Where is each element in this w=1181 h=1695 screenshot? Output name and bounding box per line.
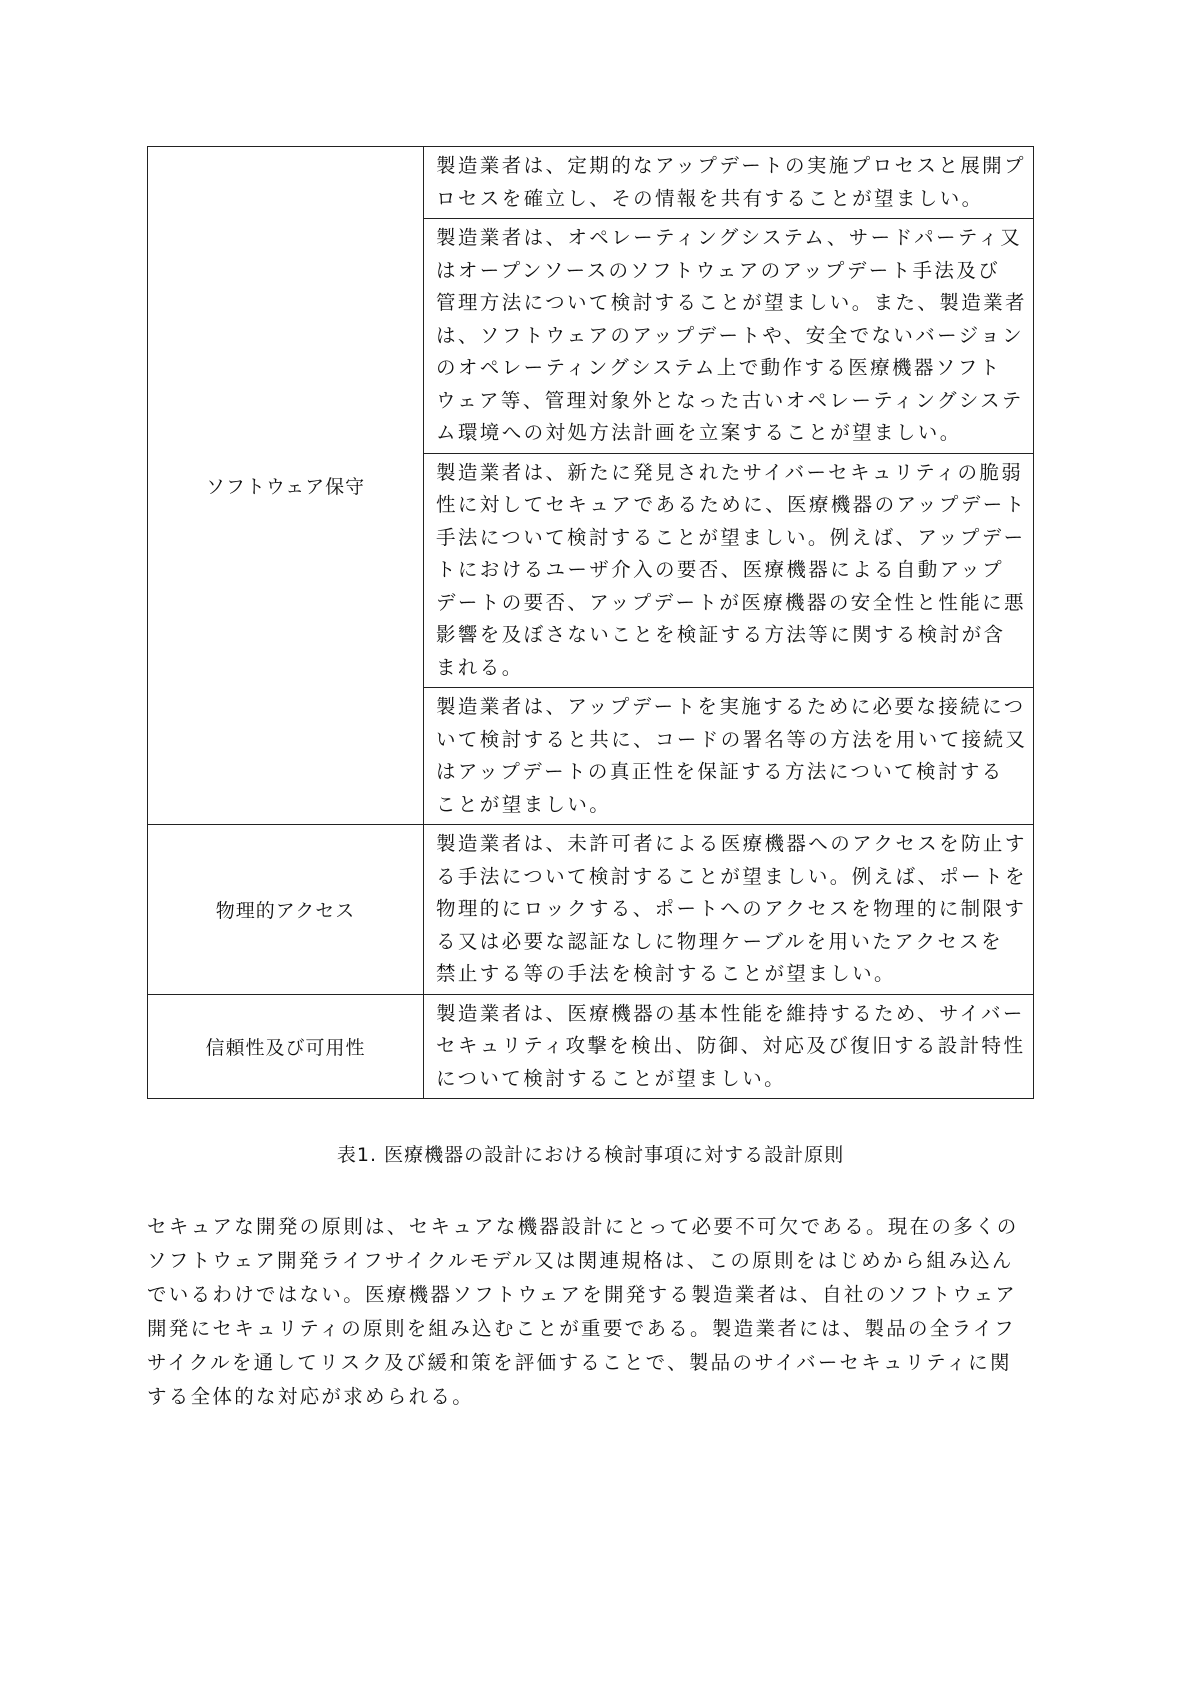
requirement-line: 製造業者は、オペレーティングシステム、サードパーティ又 [436, 226, 1023, 249]
requirement-line: る手法について検討することが望ましい。例えば、ポートを [436, 864, 1027, 888]
requirement-line: ことが望ましい。 [436, 792, 612, 816]
requirement-line: トにおけるユーザ介入の要否、医療機器による自動アップ [436, 558, 1005, 581]
paragraph-line: サイクルを通してリスク及び緩和策を評価することで、製品のサイバーセキュリティに関 [147, 1351, 1012, 1374]
design-principles-table [147, 146, 1034, 1099]
requirement-line: 手法について検討することが望ましい。例えば、アップデー [436, 525, 1026, 549]
requirement-cell [424, 453, 1034, 688]
requirement-line: ロセスを確立し、その情報を共有することが望ましい。 [436, 186, 984, 210]
requirement-line: セキュリティ攻撃を検出、防御、対応及び復旧する設計特性 [436, 1034, 1026, 1057]
requirement-cell [424, 219, 1034, 454]
paragraph-line: でいるわけではない。医療機器ソフトウェアを開発する製造業者は、自社のソフトウェア [147, 1283, 1018, 1306]
requirement-line: まれる。 [436, 655, 524, 679]
requirement-line: 製造業者は、アップデートを実施するために必要な接続につ [436, 695, 1026, 718]
table-row [148, 994, 1034, 1099]
requirement-line: について検討することが望ましい。 [436, 1066, 787, 1090]
requirement-cell [424, 147, 1034, 219]
requirement-line: のオペレーティングシステム上で動作する医療機器ソフト [436, 356, 1002, 379]
requirement-line: 性に対してセキュアであるために、医療機器のアップデート [436, 493, 1027, 516]
requirement-line: ウェア等、管理対象外となった古いオペレーティングシステ [436, 388, 1024, 412]
requirement-cell [424, 825, 1034, 995]
table-caption: 表1. 医療機器の設計における検討事項に対する設計原則 [336, 1144, 845, 1166]
table-row [148, 147, 1034, 219]
category-cell: ソフトウェア保守 [148, 147, 424, 825]
paragraph-line: 開発にセキュリティの原則を組み込むことが重要である。製造業者には、製品の全ライフ [147, 1317, 1016, 1340]
paragraph-line: する全体的な対応が求められる。 [147, 1385, 475, 1408]
requirement-line: は、ソフトウェアのアップデートや、安全でないバージョン [436, 323, 1024, 347]
requirement-line: ム環境への対処方法計画を立案することが望ましい。 [436, 421, 962, 444]
paragraph-line: ソフトウェア開発ライフサイクルモデル又は関連規格は、この原則をはじめから組み込ん [147, 1249, 1014, 1272]
requirement-line: る又は必要な認証なしに物理ケーブルを用いたアクセスを [436, 929, 1004, 953]
requirement-cell [424, 994, 1034, 1099]
requirement-line: はオープンソースのソフトウェアのアップデート手法及び [436, 258, 1001, 282]
requirement-line: 影響を及ぼさないことを検証する方法等に関する検討が含 [436, 623, 1006, 646]
requirement-line: 管理方法について検討することが望ましい。また、製造業者 [436, 291, 1027, 314]
requirement-line: 物理的にロックする、ポートへのアクセスを物理的に制限す [436, 897, 1027, 920]
requirement-line: 製造業者は、定期的なアップデートの実施プロセスと展開プ [436, 154, 1026, 177]
category-cell: 信頼性及び可用性 [148, 994, 424, 1099]
requirement-line: 製造業者は、新たに発見されたサイバーセキュリティの脆弱 [436, 460, 1024, 484]
requirement-line: 製造業者は、医療機器の基本性能を維持するため、サイバー [436, 1001, 1025, 1025]
requirement-cell [424, 688, 1034, 825]
requirement-line: はアップデートの真正性を保証する方法について検討する [436, 760, 1004, 783]
table-row [148, 825, 1034, 995]
requirement-line: 禁止する等の手法を検討することが望ましい。 [436, 962, 896, 985]
paragraph-line: セキュアな開発の原則は、セキュアな機器設計にとって必要不可欠である。現在の多くの [147, 1215, 1019, 1238]
body-paragraph [147, 1210, 1037, 1414]
requirement-line: いて検討すると共に、コードの署名等の方法を用いて接続又 [436, 727, 1028, 751]
category-cell: 物理的アクセス [148, 825, 424, 995]
requirement-line: デートの要否、アップデートが医療機器の安全性と性能に悪 [436, 590, 1026, 614]
requirement-line: 製造業者は、未許可者による医療機器へのアクセスを防止す [436, 832, 1027, 855]
